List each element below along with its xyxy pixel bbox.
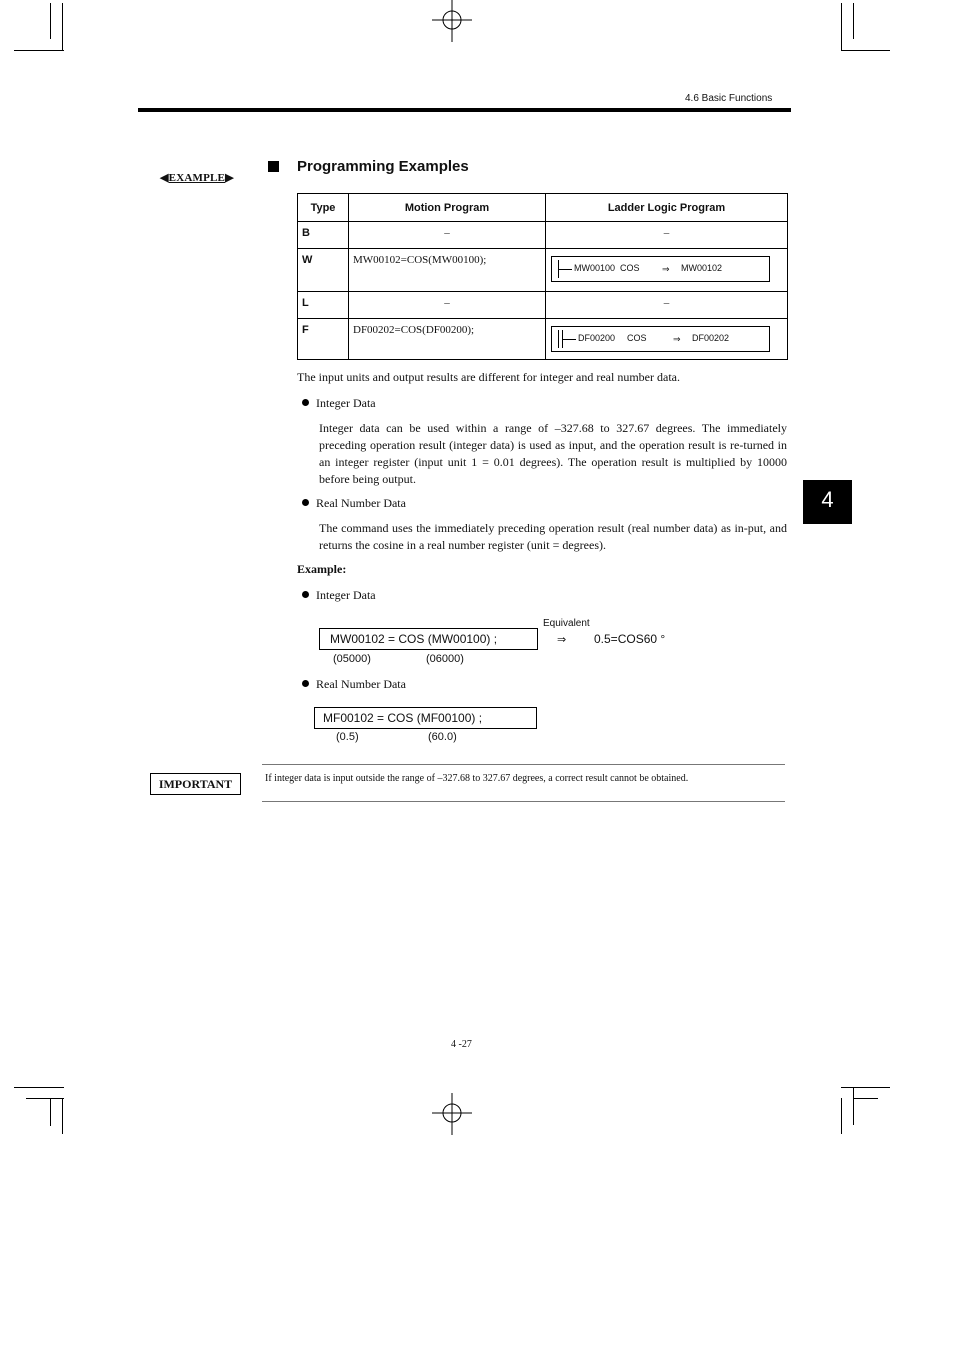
table-row bbox=[298, 319, 788, 360]
ladder-output: DF00202 bbox=[692, 333, 730, 343]
bullet-label: Real Number Data bbox=[316, 677, 406, 691]
integer-data-text: Integer data can be used within a range of –327.68 to 327.67 degrees. The immediately preceding operation result (integer data) is used as input, and the operation result is re-turned in an integer register (input unit 1 = 0.01 degrees). The operation result is multiplied by 10000 before being output. bbox=[319, 421, 787, 486]
crop-mark bbox=[841, 1098, 842, 1134]
crop-mark bbox=[14, 1087, 64, 1088]
ladder-cell bbox=[546, 319, 788, 360]
bullet-icon bbox=[302, 680, 309, 687]
real-data-text: The command uses the immediately preceding operation result (real number data) as in-put, and returns the cosine in a real number register (unit = degrees). bbox=[319, 521, 787, 552]
ladder-output: MW00102 bbox=[681, 263, 723, 273]
crop-mark bbox=[841, 1087, 890, 1088]
motion-cell: – bbox=[349, 222, 546, 249]
right-triangle-icon: ▶ bbox=[225, 172, 234, 184]
table-row bbox=[298, 249, 788, 292]
header-rule bbox=[138, 108, 791, 112]
programming-examples-table bbox=[297, 193, 788, 360]
ladder-input: DF00200 bbox=[578, 333, 616, 343]
input-value: (06000) bbox=[426, 653, 464, 665]
important-bottom-rule bbox=[262, 801, 785, 802]
ladder-arrow-icon: ⇒ bbox=[662, 264, 670, 274]
equivalent-result: 0.5=COS60 ° bbox=[594, 632, 666, 646]
equivalent-label: Equivalent bbox=[543, 618, 590, 629]
real-code: MF00102 = COS (MF00100) ; bbox=[323, 711, 483, 725]
crop-mark bbox=[853, 1087, 854, 1125]
column-header-ladder: Ladder Logic Program bbox=[546, 194, 788, 222]
motion-cell: DF00202=COS(DF00200); bbox=[349, 319, 546, 360]
bullet-label: Real Number Data bbox=[316, 496, 406, 510]
left-triangle-icon: ◀ bbox=[160, 172, 169, 184]
equivalent-arrow-icon: ⇒ bbox=[557, 634, 567, 646]
bullet-item bbox=[302, 496, 406, 511]
crop-mark bbox=[62, 3, 63, 51]
bullet-icon bbox=[302, 499, 309, 506]
crop-mark bbox=[50, 3, 51, 39]
important-top-rule bbox=[262, 764, 785, 765]
type-cell: F bbox=[298, 319, 349, 360]
ladder-cell: – bbox=[546, 292, 788, 319]
crop-mark bbox=[841, 3, 842, 51]
column-header-type: Type bbox=[298, 194, 349, 222]
bullet-label: Integer Data bbox=[316, 396, 376, 410]
type-cell: L bbox=[298, 292, 349, 319]
bullet-icon bbox=[302, 591, 309, 598]
example-tag bbox=[160, 171, 234, 184]
bullet-item bbox=[302, 677, 406, 692]
real-code-box bbox=[314, 707, 537, 729]
bullet-item bbox=[302, 588, 376, 603]
crop-mark bbox=[26, 1098, 64, 1099]
ladder-cell bbox=[546, 249, 788, 292]
important-label: IMPORTANT bbox=[150, 773, 241, 795]
motion-cell: MW00102=COS(MW00100); bbox=[349, 249, 546, 292]
type-cell: B bbox=[298, 222, 349, 249]
registration-mark-bottom bbox=[432, 1093, 472, 1135]
bullet-icon bbox=[302, 399, 309, 406]
bullet-item bbox=[302, 396, 376, 411]
column-header-motion: Motion Program bbox=[349, 194, 546, 222]
ladder-wire bbox=[558, 269, 572, 270]
bullet-label: Integer Data bbox=[316, 588, 376, 602]
intro-text: The input units and output results are different for integer and real number data. bbox=[297, 370, 680, 384]
important-text: If integer data is input outside the range of –327.68 to 327.67 degrees, a correct result cannot be obtained. bbox=[265, 773, 689, 784]
table-row bbox=[298, 292, 788, 319]
table-row bbox=[298, 222, 788, 249]
example-label: Example: bbox=[297, 562, 347, 576]
ladder-input: MW00100 bbox=[574, 263, 616, 273]
ladder-wire bbox=[562, 339, 576, 340]
page-number: 4 -27 bbox=[451, 1039, 472, 1050]
ladder-rail bbox=[558, 330, 559, 348]
integer-code: MW00102 = COS (MW00100) ; bbox=[330, 632, 498, 646]
section-title: Programming Examples bbox=[297, 158, 469, 175]
ladder-diagram bbox=[551, 256, 770, 282]
crop-mark bbox=[853, 1098, 878, 1099]
registration-mark-top bbox=[432, 0, 472, 42]
example-tag-label: EXAMPLE bbox=[168, 172, 226, 184]
crop-mark bbox=[14, 50, 64, 51]
motion-cell: – bbox=[349, 292, 546, 319]
ladder-function: COS bbox=[620, 263, 640, 273]
input-value: (60.0) bbox=[428, 731, 457, 743]
crop-mark bbox=[50, 1098, 51, 1126]
ladder-diagram bbox=[551, 326, 770, 352]
ladder-arrow-icon: ⇒ bbox=[673, 334, 681, 344]
table-header-row bbox=[298, 194, 788, 222]
output-value: (05000) bbox=[333, 653, 371, 665]
chapter-tab: 4 bbox=[803, 480, 852, 524]
ladder-function: COS bbox=[627, 333, 647, 343]
ladder-cell: – bbox=[546, 222, 788, 249]
running-header: 4.6 Basic Functions bbox=[685, 93, 773, 104]
crop-mark bbox=[841, 50, 890, 51]
type-cell: W bbox=[298, 249, 349, 292]
crop-mark bbox=[853, 3, 854, 39]
square-bullet-icon bbox=[268, 161, 279, 172]
crop-mark bbox=[62, 1098, 63, 1134]
integer-code-box bbox=[319, 628, 538, 650]
output-value: (0.5) bbox=[336, 731, 359, 743]
